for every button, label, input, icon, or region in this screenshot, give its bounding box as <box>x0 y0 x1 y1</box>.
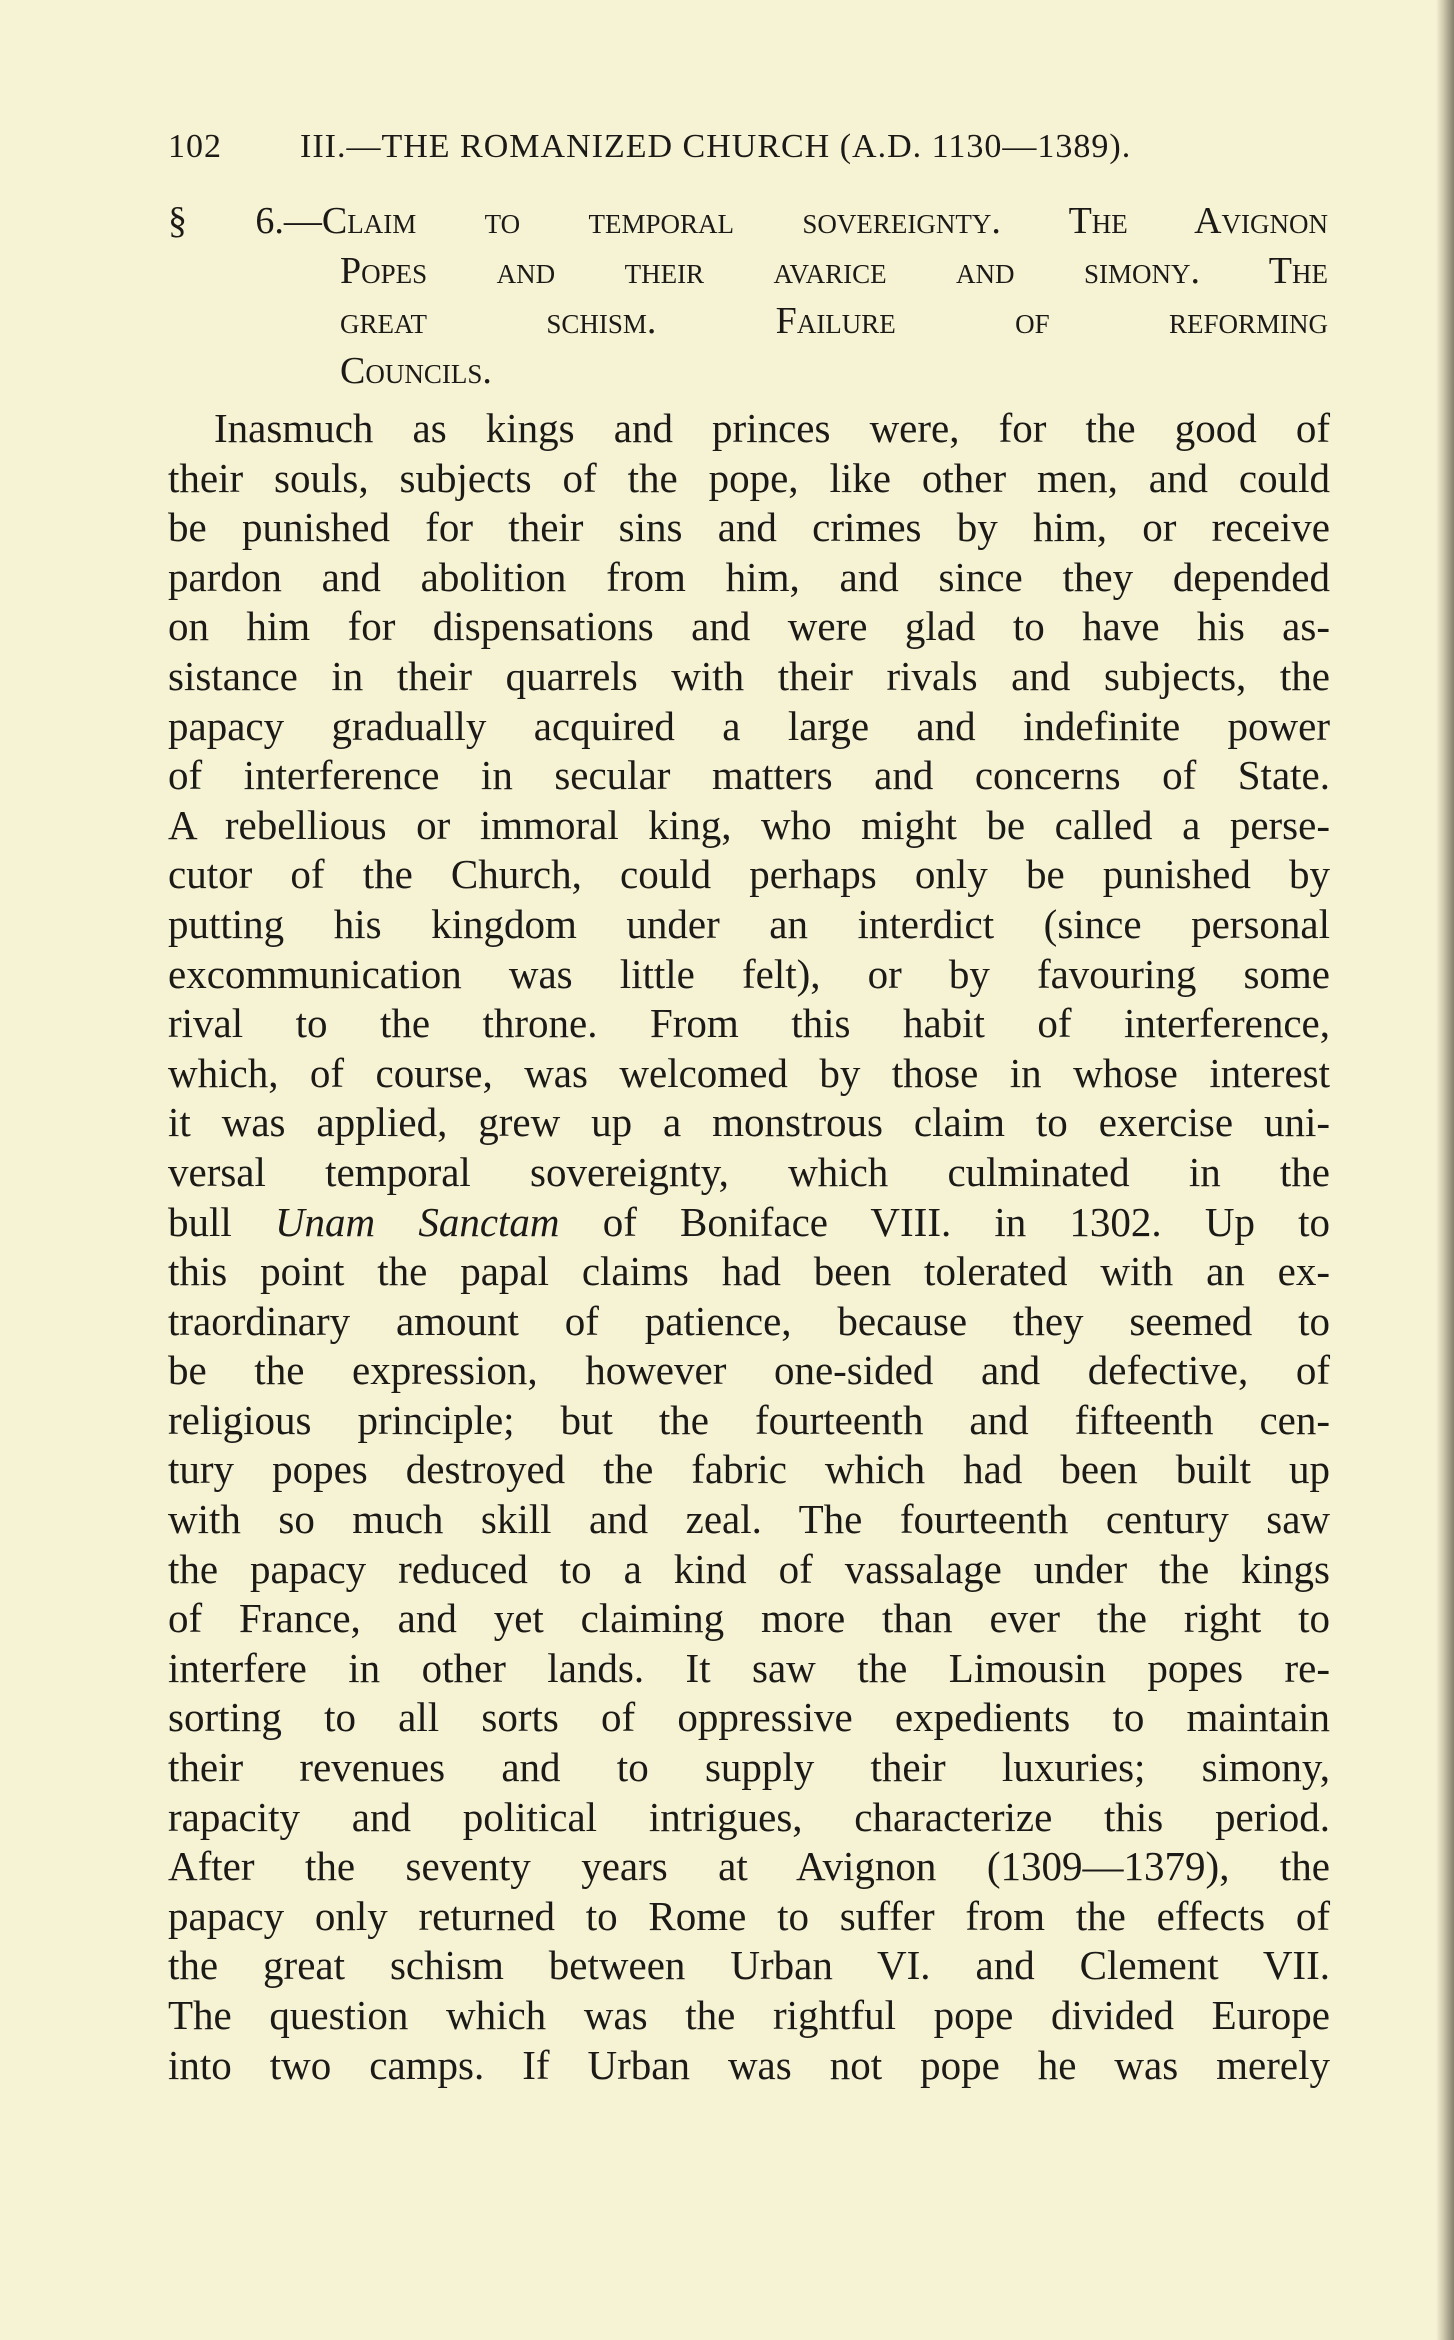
running-title: III.—THE ROMANIZED CHURCH (A.D. 1130—1389). <box>300 128 1132 165</box>
text-line: with so much skill and zeal. The fourteenth century saw <box>168 1496 1330 1543</box>
text-line: Inasmuch as kings and princes were, for the good of <box>214 405 1330 451</box>
section-heading-line: Councils. <box>340 350 492 392</box>
text-line: rapacity and political intrigues, characterize this period. <box>168 1793 1330 1840</box>
text-line: it was applied, grew up a monstrous claim to exercise uni- <box>168 1099 1330 1146</box>
text-line: cutor of the Church, could perhaps only be punished by <box>168 851 1330 898</box>
section-heading-line: Popes and their avarice and simony. The <box>340 250 1328 292</box>
text-line: of France, and yet claiming more than ever the right to <box>168 1595 1330 1642</box>
text-line: interfere in other lands. It saw the Limousin popes re- <box>168 1644 1330 1691</box>
bull-line-start: bull <box>168 1198 275 1245</box>
text-line: traordinary amount of patience, because they seemed to <box>168 1297 1330 1344</box>
running-head <box>168 128 1328 166</box>
text-line: be punished for their sins and crimes by him, or receive <box>168 504 1330 551</box>
text-line: papacy gradually acquired a large and indefinite power <box>168 702 1330 749</box>
text-line: their souls, subjects of the pope, like other men, and could <box>168 454 1330 501</box>
text-line: of interference in secular matters and concerns of State. <box>168 752 1330 799</box>
text-line: sistance in their quarrels with their rivals and subjects, the <box>168 652 1330 699</box>
text-line-bull <box>168 1198 1330 1248</box>
text-line: into two camps. If Urban was not pope he was merely <box>168 2041 1330 2088</box>
text-line: A rebellious or immoral king, who might be called a perse- <box>168 801 1330 848</box>
text-line: pardon and abolition from him, and since they depended <box>168 553 1330 600</box>
page-number: 102 <box>168 128 222 165</box>
text-line: The question which was the rightful pope divided Europe <box>168 1992 1330 2038</box>
bull-title-italic: Unam Sanctam <box>274 1198 560 1245</box>
text-line: excommunication was little felt), or by favouring some <box>168 950 1330 997</box>
section-heading-line: § 6.—Claim to temporal sovereignty. The Avignon <box>168 200 1328 242</box>
text-line: papacy only returned to Rome to suffer from the effects of <box>168 1892 1330 1939</box>
text-line: tury popes destroyed the fabric which had been built up <box>168 1446 1330 1493</box>
text-line: After the seventy years at Avignon (1309—1379), the <box>168 1843 1330 1890</box>
body-text <box>168 404 1330 2090</box>
text-line: rival to the throne. From this habit of interference, <box>168 1000 1330 1047</box>
page-edge-shadow <box>1436 0 1454 2340</box>
section-heading-line: great schism. Failure of reforming <box>340 300 1328 342</box>
section-heading <box>168 196 1328 396</box>
text-line: this point the papal claims had been tolerated with an ex- <box>168 1248 1330 1295</box>
text-line: religious principle; but the fourteenth and fifteenth cen- <box>168 1396 1330 1443</box>
text-line: the papacy reduced to a kind of vassalage under the kings <box>168 1545 1330 1592</box>
text-line: versal temporal sovereignty, which culminated in the <box>168 1148 1330 1195</box>
text-line: putting his kingdom under an interdict (since personal <box>168 900 1330 947</box>
text-line: their revenues and to supply their luxuries; simony, <box>168 1744 1330 1791</box>
text-line: the great schism between Urban VI. and Clement VII. <box>168 1942 1330 1989</box>
text-line: on him for dispensations and were glad to have his as- <box>168 603 1330 650</box>
text-line: sorting to all sorts of oppressive expedients to maintain <box>168 1694 1330 1741</box>
text-line: be the expression, however one-sided and defective, of <box>168 1347 1330 1394</box>
bull-line-end: of Boniface VIII. in 1302. Up to <box>559 1198 1330 1245</box>
text-line: which, of course, was welcomed by those in whose interest <box>168 1049 1330 1096</box>
